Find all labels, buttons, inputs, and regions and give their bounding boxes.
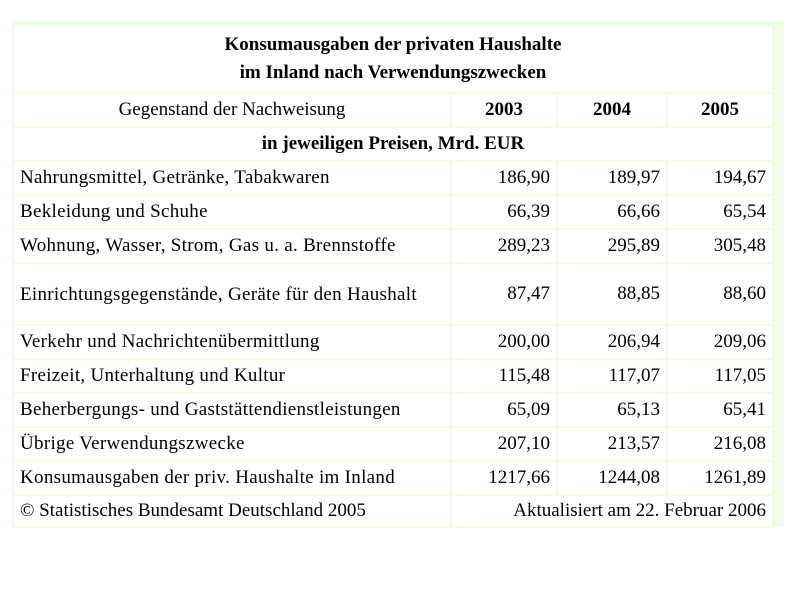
year-header-2003: 2003 — [452, 94, 556, 126]
cell-value-2004: 1244,08 — [558, 462, 666, 494]
table-row — [14, 360, 772, 392]
cell-value-2005: 65,54 — [668, 196, 772, 228]
cell-value-2003: 200,00 — [452, 326, 556, 358]
row-label: Verkehr und Nachrichtenübermittlung — [14, 326, 450, 358]
updated-note: Aktualisiert am 22. Februar 2006 — [452, 496, 772, 526]
cell-value-2004: 117,07 — [558, 360, 666, 392]
cell-value-2005: 117,05 — [668, 360, 772, 392]
table-title-line1: Konsumausgaben der privaten Haushalte — [224, 34, 562, 55]
row-label: Freizeit, Unterhaltung und Kultur — [14, 360, 450, 392]
unit-label: in jeweiligen Preisen, Mrd. EUR — [14, 128, 772, 160]
cell-value-2005: 88,60 — [668, 264, 772, 324]
footer-row — [14, 496, 772, 526]
row-label: Einrichtungsgegenstände, Geräte für den Haushalt — [14, 264, 450, 324]
table-row — [14, 264, 772, 324]
unit-row — [14, 128, 772, 160]
cell-value-2004: 206,94 — [558, 326, 666, 358]
header-row — [14, 94, 772, 126]
cell-value-2005: 194,67 — [668, 162, 772, 194]
cell-value-2004: 189,97 — [558, 162, 666, 194]
cell-value-2003: 186,90 — [452, 162, 556, 194]
cell-value-2005: 1261,89 — [668, 462, 772, 494]
year-header-2004: 2004 — [558, 94, 666, 126]
cell-value-2004: 213,57 — [558, 428, 666, 460]
cell-value-2003: 87,47 — [452, 264, 556, 324]
consumption-table — [12, 24, 774, 528]
cell-value-2003: 66,39 — [452, 196, 556, 228]
cell-value-2003: 115,48 — [452, 360, 556, 392]
table-row-total — [14, 462, 772, 494]
cell-value-2004: 65,13 — [558, 394, 666, 426]
row-label: Übrige Verwendungszwecke — [14, 428, 450, 460]
table-row — [14, 196, 772, 228]
table-row — [14, 394, 772, 426]
table-title-line2: im Inland nach Verwendungszwecken — [239, 62, 547, 83]
source-note: © Statistisches Bundesamt Deutschland 2005 — [14, 496, 450, 526]
cell-value-2003: 207,10 — [452, 428, 556, 460]
cell-value-2004: 66,66 — [558, 196, 666, 228]
cell-value-2003: 289,23 — [452, 230, 556, 262]
year-header-2005: 2005 — [668, 94, 772, 126]
cell-value-2004: 295,89 — [558, 230, 666, 262]
cell-value-2005: 216,08 — [668, 428, 772, 460]
column-header-label: Gegenstand der Nachweisung — [14, 94, 450, 126]
table-title — [14, 26, 772, 92]
row-label: Nahrungsmittel, Getränke, Tabakwaren — [14, 162, 450, 194]
cell-value-2005: 65,41 — [668, 394, 772, 426]
row-label: Beherbergungs- und Gaststättendienstleistungen — [14, 394, 450, 426]
table-row — [14, 230, 772, 262]
row-label: Konsumausgaben der priv. Haushalte im Inland — [14, 462, 450, 494]
table-row — [14, 326, 772, 358]
cell-value-2004: 88,85 — [558, 264, 666, 324]
row-label: Wohnung, Wasser, Strom, Gas u. a. Brennstoffe — [14, 230, 450, 262]
cell-value-2005: 209,06 — [668, 326, 772, 358]
row-label: Bekleidung und Schuhe — [14, 196, 450, 228]
cell-value-2003: 1217,66 — [452, 462, 556, 494]
cell-value-2003: 65,09 — [452, 394, 556, 426]
table-row — [14, 428, 772, 460]
table-row — [14, 162, 772, 194]
cell-value-2005: 305,48 — [668, 230, 772, 262]
title-row — [14, 26, 772, 92]
